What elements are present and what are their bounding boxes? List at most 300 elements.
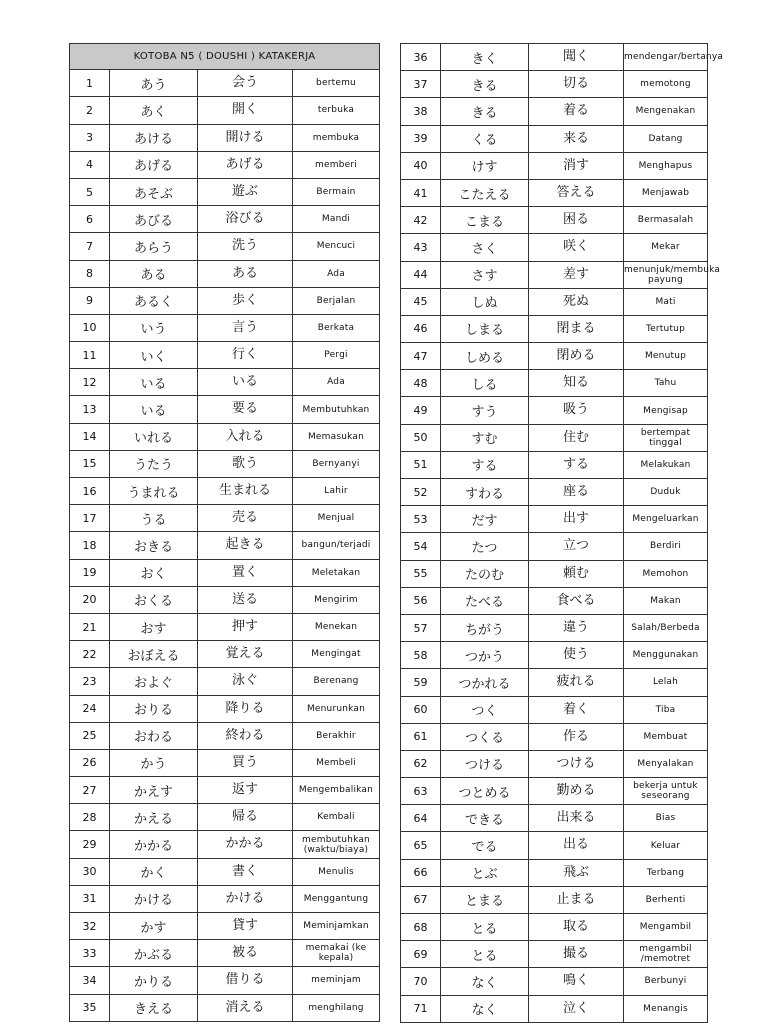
kana-cell: くる — [441, 125, 529, 152]
row-number: 66 — [401, 859, 441, 886]
kanji-cell: かかる — [198, 831, 293, 858]
kana-cell: きる — [441, 71, 529, 98]
table-row — [401, 696, 708, 723]
meaning-cell: Pergi — [293, 342, 380, 369]
kanji-cell: 立つ — [529, 533, 624, 560]
table-row — [70, 858, 380, 885]
kana-cell: うる — [110, 505, 198, 532]
kanji-cell: する — [529, 451, 624, 478]
meaning-cell: mengambil /memotret — [624, 941, 708, 968]
kanji-cell: 置く — [198, 559, 293, 586]
meaning-cell: Menggunakan — [624, 642, 708, 669]
table-row — [401, 723, 708, 750]
meaning-cell: Meminjamkan — [293, 913, 380, 940]
kanji-cell: 売る — [198, 505, 293, 532]
kanji-cell: 作る — [529, 723, 624, 750]
meaning-cell: memotong — [624, 71, 708, 98]
kanji-cell: 開ける — [198, 124, 293, 151]
kana-cell: つかれる — [441, 669, 529, 696]
meaning-cell: Membeli — [293, 749, 380, 776]
table-row — [401, 71, 708, 98]
kanji-cell: 行く — [198, 342, 293, 369]
meaning-cell: Keluar — [624, 832, 708, 859]
meaning-cell: membuka — [293, 124, 380, 151]
verb-table-left — [69, 43, 380, 1022]
kana-cell: あびる — [110, 206, 198, 233]
table-row — [401, 914, 708, 941]
table-row — [70, 206, 380, 233]
kana-cell: おきる — [110, 532, 198, 559]
meaning-cell: Mekar — [624, 234, 708, 261]
row-number: 65 — [401, 832, 441, 859]
meaning-cell: Lahir — [293, 478, 380, 505]
row-number: 54 — [401, 533, 441, 560]
row-number: 38 — [401, 98, 441, 125]
kanji-cell: 勤める — [529, 778, 624, 805]
kana-cell: ある — [110, 260, 198, 287]
row-number: 62 — [401, 750, 441, 777]
kana-cell: つく — [441, 696, 529, 723]
meaning-cell: Menekan — [293, 613, 380, 640]
kana-cell: あう — [110, 70, 198, 97]
table-row — [70, 994, 380, 1021]
kana-cell: すむ — [441, 424, 529, 451]
kana-cell: きく — [441, 44, 529, 71]
row-number: 4 — [70, 151, 110, 178]
kana-cell: さく — [441, 234, 529, 261]
table-row — [70, 749, 380, 776]
meaning-cell: Bernyanyi — [293, 450, 380, 477]
meaning-cell: Menjual — [293, 505, 380, 532]
table-row — [401, 315, 708, 342]
row-number: 11 — [70, 342, 110, 369]
kanji-cell: 来る — [529, 125, 624, 152]
kanji-cell: 出る — [529, 832, 624, 859]
table-row — [401, 669, 708, 696]
table-row — [401, 207, 708, 234]
row-number: 68 — [401, 914, 441, 941]
kanji-cell: 聞く — [529, 44, 624, 71]
meaning-cell: membutuhkan (waktu/biaya) — [293, 831, 380, 858]
table-row — [401, 805, 708, 832]
table-row — [401, 941, 708, 968]
kanji-cell: 借りる — [198, 967, 293, 994]
row-number: 63 — [401, 778, 441, 805]
row-number: 8 — [70, 260, 110, 287]
row-number: 24 — [70, 695, 110, 722]
table-row — [70, 913, 380, 940]
meaning-cell: bekerja untuk seseorang — [624, 778, 708, 805]
kana-cell: たのむ — [441, 560, 529, 587]
row-number: 22 — [70, 641, 110, 668]
table-row — [70, 287, 380, 314]
row-number: 45 — [401, 288, 441, 315]
meaning-cell: Mengembalikan — [293, 777, 380, 804]
kanji-cell: 覚える — [198, 641, 293, 668]
kanji-cell: 帰る — [198, 804, 293, 831]
meaning-cell: memberi — [293, 151, 380, 178]
row-number: 50 — [401, 424, 441, 451]
table-row — [70, 97, 380, 124]
kanji-cell: 取る — [529, 914, 624, 941]
kana-cell: つける — [441, 750, 529, 777]
kanji-cell: 出す — [529, 506, 624, 533]
kana-cell: かかる — [110, 831, 198, 858]
kanji-cell: いる — [198, 369, 293, 396]
table-row — [401, 424, 708, 451]
kana-cell: こたえる — [441, 179, 529, 206]
table-row — [70, 777, 380, 804]
row-number: 14 — [70, 423, 110, 450]
kana-cell: かりる — [110, 967, 198, 994]
meaning-cell: menghilang — [293, 994, 380, 1021]
table-row — [401, 234, 708, 261]
meaning-cell: menunjuk/membuka payung — [624, 261, 708, 288]
table-row — [70, 668, 380, 695]
table-row — [70, 559, 380, 586]
meaning-cell: memakai (ke kepala) — [293, 940, 380, 967]
row-number: 60 — [401, 696, 441, 723]
kanji-cell: 消える — [198, 994, 293, 1021]
kanji-cell: 押す — [198, 613, 293, 640]
kanji-cell: 洗う — [198, 233, 293, 260]
meaning-cell: Lelah — [624, 669, 708, 696]
kana-cell: すう — [441, 397, 529, 424]
table-row — [401, 44, 708, 71]
kanji-cell: 歩く — [198, 287, 293, 314]
kanji-cell: 言う — [198, 314, 293, 341]
kana-cell: あく — [110, 97, 198, 124]
meaning-cell: Melakukan — [624, 451, 708, 478]
meaning-cell: Datang — [624, 125, 708, 152]
table-row — [401, 995, 708, 1022]
meaning-cell: Bias — [624, 805, 708, 832]
kana-cell: なく — [441, 995, 529, 1022]
kanji-cell: 要る — [198, 396, 293, 423]
kana-cell: いう — [110, 314, 198, 341]
table-row — [70, 342, 380, 369]
table-row — [70, 124, 380, 151]
kanji-cell: 送る — [198, 586, 293, 613]
meaning-cell: Mati — [624, 288, 708, 315]
table-row — [70, 450, 380, 477]
row-number: 49 — [401, 397, 441, 424]
table-row — [70, 831, 380, 858]
kanji-cell: 座る — [529, 479, 624, 506]
kanji-cell: 歌う — [198, 450, 293, 477]
table-row — [70, 369, 380, 396]
table-row — [401, 750, 708, 777]
meaning-cell: Berakhir — [293, 722, 380, 749]
meaning-cell: Berenang — [293, 668, 380, 695]
meaning-cell: Menggantung — [293, 885, 380, 912]
kanji-cell: 咲く — [529, 234, 624, 261]
meaning-cell: Berdiri — [624, 533, 708, 560]
row-number: 21 — [70, 613, 110, 640]
kanji-cell: 死ぬ — [529, 288, 624, 315]
table-row — [401, 152, 708, 179]
meaning-cell: Salah/Berbeda — [624, 614, 708, 641]
kana-cell: たべる — [441, 587, 529, 614]
meaning-cell: Mandi — [293, 206, 380, 233]
row-number: 70 — [401, 968, 441, 995]
table-row — [70, 178, 380, 205]
row-number: 28 — [70, 804, 110, 831]
kanji-cell: 着く — [529, 696, 624, 723]
table-row — [70, 532, 380, 559]
kana-cell: たつ — [441, 533, 529, 560]
kana-cell: おぼえる — [110, 641, 198, 668]
meaning-cell: Tahu — [624, 370, 708, 397]
table-row — [70, 613, 380, 640]
meaning-cell: bangun/terjadi — [293, 532, 380, 559]
row-number: 6 — [70, 206, 110, 233]
row-number: 44 — [401, 261, 441, 288]
meaning-cell: meminjam — [293, 967, 380, 994]
table-row — [401, 506, 708, 533]
row-number: 18 — [70, 532, 110, 559]
row-number: 3 — [70, 124, 110, 151]
meaning-cell: Mengeluarkan — [624, 506, 708, 533]
row-number: 26 — [70, 749, 110, 776]
kana-cell: あそぶ — [110, 178, 198, 205]
kana-cell: しめる — [441, 343, 529, 370]
kanji-cell: 降りる — [198, 695, 293, 722]
row-number: 56 — [401, 587, 441, 614]
kanji-cell: 遊ぶ — [198, 178, 293, 205]
kanji-cell: 吸う — [529, 397, 624, 424]
meaning-cell: Meletakan — [293, 559, 380, 586]
kanji-cell: 疲れる — [529, 669, 624, 696]
table-row — [70, 940, 380, 967]
kana-cell: おわる — [110, 722, 198, 749]
table-row — [70, 804, 380, 831]
table-row — [401, 886, 708, 913]
row-number: 19 — [70, 559, 110, 586]
meaning-cell: Bermain — [293, 178, 380, 205]
kanji-cell: 貸す — [198, 913, 293, 940]
meaning-cell: Mengingat — [293, 641, 380, 668]
kana-cell: ちがう — [441, 614, 529, 641]
meaning-cell: Menghapus — [624, 152, 708, 179]
row-number: 48 — [401, 370, 441, 397]
kana-cell: できる — [441, 805, 529, 832]
kana-cell: こまる — [441, 207, 529, 234]
row-number: 69 — [401, 941, 441, 968]
kana-cell: しぬ — [441, 288, 529, 315]
kana-cell: かく — [110, 858, 198, 885]
kanji-cell: 入れる — [198, 423, 293, 450]
table-row — [401, 451, 708, 478]
table-title: KOTOBA N5 ( DOUSHI ) KATAKERJA — [70, 44, 380, 70]
table-row — [70, 260, 380, 287]
kana-cell: なく — [441, 968, 529, 995]
kana-cell: うまれる — [110, 478, 198, 505]
kana-cell: およぐ — [110, 668, 198, 695]
table-row — [401, 98, 708, 125]
table-row — [70, 641, 380, 668]
row-number: 43 — [401, 234, 441, 261]
kana-cell: すわる — [441, 479, 529, 506]
kana-cell: いる — [110, 369, 198, 396]
kanji-cell: 着る — [529, 98, 624, 125]
kanji-cell: 鳴く — [529, 968, 624, 995]
kana-cell: いる — [110, 396, 198, 423]
row-number: 34 — [70, 967, 110, 994]
verb-table-right — [400, 43, 724, 1023]
meaning-cell: Berbunyi — [624, 968, 708, 995]
table-row — [70, 885, 380, 912]
table-row — [401, 370, 708, 397]
row-number: 15 — [70, 450, 110, 477]
meaning-cell: Mencuci — [293, 233, 380, 260]
table-row — [70, 314, 380, 341]
kana-cell: かえる — [110, 804, 198, 831]
row-number: 46 — [401, 315, 441, 342]
kanji-cell: 開く — [198, 97, 293, 124]
row-number: 32 — [70, 913, 110, 940]
kana-cell: あるく — [110, 287, 198, 314]
row-number: 27 — [70, 777, 110, 804]
row-number: 37 — [401, 71, 441, 98]
kanji-cell: 切る — [529, 71, 624, 98]
table-row — [70, 505, 380, 532]
row-number: 13 — [70, 396, 110, 423]
row-number: 55 — [401, 560, 441, 587]
row-number: 33 — [70, 940, 110, 967]
row-number: 58 — [401, 642, 441, 669]
row-number: 39 — [401, 125, 441, 152]
kanji-cell: 買う — [198, 749, 293, 776]
table-row — [401, 832, 708, 859]
kanji-cell: 閉める — [529, 343, 624, 370]
kana-cell: かす — [110, 913, 198, 940]
kanji-cell: 止まる — [529, 886, 624, 913]
meaning-cell: Kembali — [293, 804, 380, 831]
kana-cell: おくる — [110, 586, 198, 613]
kana-cell: かける — [110, 885, 198, 912]
row-number: 25 — [70, 722, 110, 749]
table-row — [70, 695, 380, 722]
meaning-cell: mendengar/bertanya — [624, 44, 708, 71]
kana-cell: うたう — [110, 450, 198, 477]
meaning-cell: Terbang — [624, 859, 708, 886]
kana-cell: きる — [441, 98, 529, 125]
row-number: 47 — [401, 343, 441, 370]
kana-cell: つとめる — [441, 778, 529, 805]
meaning-cell: Makan — [624, 587, 708, 614]
kanji-cell: 住む — [529, 424, 624, 451]
kanji-cell: 使う — [529, 642, 624, 669]
meaning-cell: Menyalakan — [624, 750, 708, 777]
kanji-cell: 浴びる — [198, 206, 293, 233]
kana-cell: おす — [110, 613, 198, 640]
row-number: 9 — [70, 287, 110, 314]
row-number: 2 — [70, 97, 110, 124]
meaning-cell: Berhenti — [624, 886, 708, 913]
kanji-cell: 困る — [529, 207, 624, 234]
meaning-cell: Menurunkan — [293, 695, 380, 722]
meaning-cell: bertempat tinggal — [624, 424, 708, 451]
meaning-cell: Berkata — [293, 314, 380, 341]
table-row — [401, 397, 708, 424]
kana-cell: いれる — [110, 423, 198, 450]
row-number: 53 — [401, 506, 441, 533]
kanji-cell: 返す — [198, 777, 293, 804]
meaning-cell: Mengirim — [293, 586, 380, 613]
kana-cell: あける — [110, 124, 198, 151]
meaning-cell: Menutup — [624, 343, 708, 370]
kana-cell: とぶ — [441, 859, 529, 886]
row-number: 57 — [401, 614, 441, 641]
kana-cell: つかう — [441, 642, 529, 669]
meaning-cell: Memohon — [624, 560, 708, 587]
kanji-cell: あげる — [198, 151, 293, 178]
kana-cell: きえる — [110, 994, 198, 1021]
meaning-cell: Tertutup — [624, 315, 708, 342]
kanji-cell: 会う — [198, 70, 293, 97]
kanji-cell: 消す — [529, 152, 624, 179]
kanji-cell: 差す — [529, 261, 624, 288]
kana-cell: とまる — [441, 886, 529, 913]
table-row — [401, 261, 708, 288]
kanji-cell: 違う — [529, 614, 624, 641]
meaning-cell: Menulis — [293, 858, 380, 885]
kanji-cell: かける — [198, 885, 293, 912]
row-number: 29 — [70, 831, 110, 858]
kana-cell: しる — [441, 370, 529, 397]
kanji-cell: 泣く — [529, 995, 624, 1022]
row-number: 52 — [401, 479, 441, 506]
kana-cell: いく — [110, 342, 198, 369]
row-number: 10 — [70, 314, 110, 341]
kana-cell: とる — [441, 914, 529, 941]
meaning-cell: Ada — [293, 260, 380, 287]
kanji-cell: 起きる — [198, 532, 293, 559]
meaning-cell: Mengambil — [624, 914, 708, 941]
kana-cell: かう — [110, 749, 198, 776]
row-number: 64 — [401, 805, 441, 832]
table-row — [70, 151, 380, 178]
table-row — [70, 967, 380, 994]
meaning-cell: terbuka — [293, 97, 380, 124]
kana-cell: おりる — [110, 695, 198, 722]
kanji-cell: 生まれる — [198, 478, 293, 505]
row-number: 36 — [401, 44, 441, 71]
row-number: 12 — [70, 369, 110, 396]
row-number: 20 — [70, 586, 110, 613]
kanji-cell: 撮る — [529, 941, 624, 968]
table-row — [70, 478, 380, 505]
kanji-cell: つける — [529, 750, 624, 777]
kanji-cell: 答える — [529, 179, 624, 206]
table-row — [70, 586, 380, 613]
meaning-cell: Membuat — [624, 723, 708, 750]
kana-cell: けす — [441, 152, 529, 179]
kanji-cell: 食べる — [529, 587, 624, 614]
row-number: 59 — [401, 669, 441, 696]
row-number: 42 — [401, 207, 441, 234]
kana-cell: とる — [441, 941, 529, 968]
kana-cell: する — [441, 451, 529, 478]
table-row — [70, 396, 380, 423]
kanji-cell: 閉まる — [529, 315, 624, 342]
row-number: 41 — [401, 179, 441, 206]
table-row — [401, 587, 708, 614]
table-row — [70, 423, 380, 450]
table-row — [401, 642, 708, 669]
row-number: 51 — [401, 451, 441, 478]
